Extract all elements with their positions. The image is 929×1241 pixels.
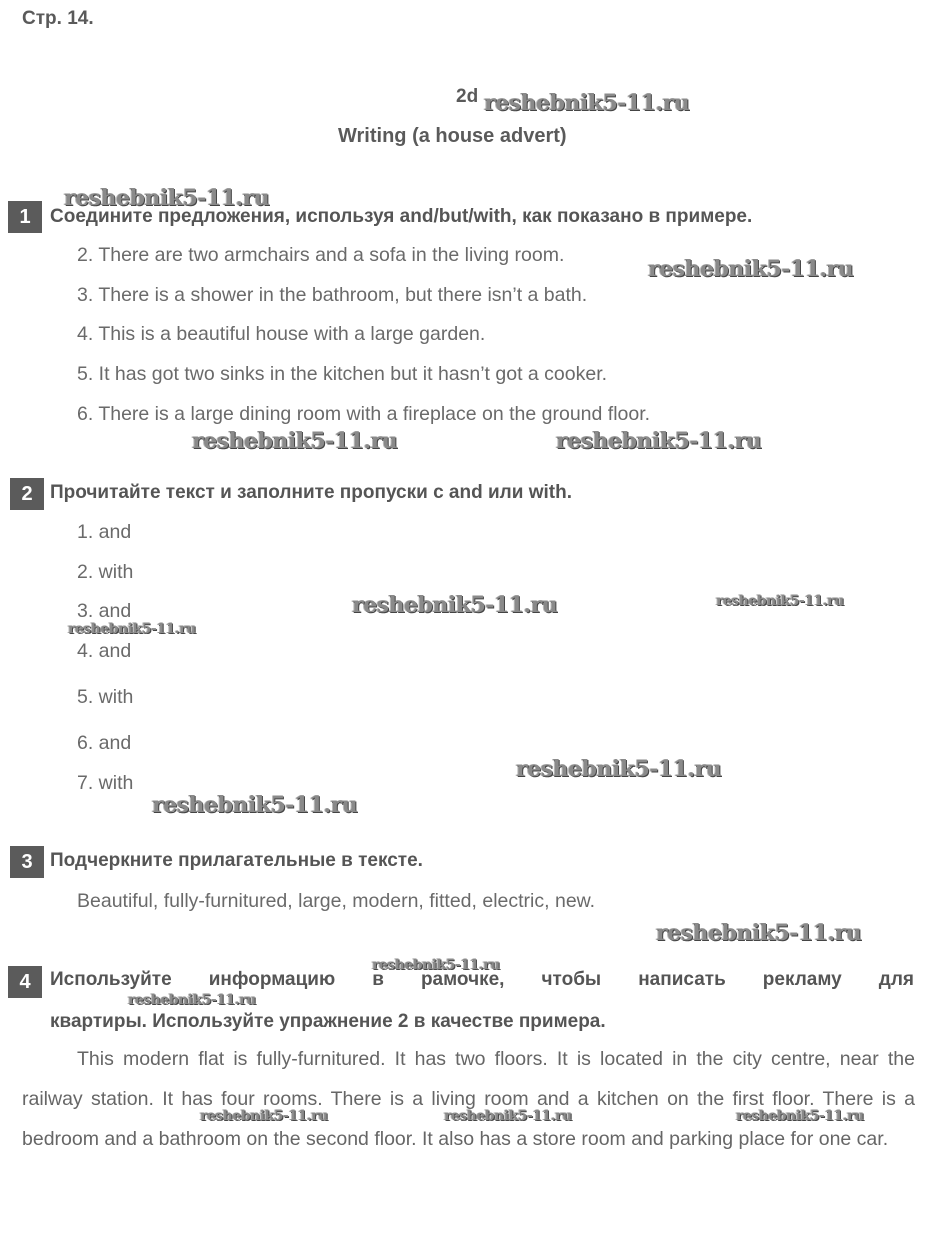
exercise-2-item: 4. and [77, 640, 132, 662]
exercise-1-item: 2. There are two armchairs and a sofa in the living room. [77, 244, 565, 266]
watermark: reshebnik5-11.ru [656, 920, 862, 946]
exercise-2-task: Прочитайте текст и заполните пропуски с and или with. [50, 482, 572, 503]
watermark: reshebnik5-11.ru [736, 1108, 864, 1124]
exercise-2-item: 5. with [77, 686, 134, 708]
exercise-4-task-line-2: квартиры. Используйте упражнение 2 в качестве примера. [50, 1011, 606, 1032]
watermark: reshebnik5-11.ru [128, 992, 256, 1008]
page-title: Writing (a house advert) [338, 125, 567, 147]
watermark: reshebnik5-11.ru [64, 185, 270, 211]
exercise-1-item: 6. There is a large dining room with a fireplace on the ground floor. [77, 403, 651, 425]
exercise-4-badge: 4 [8, 966, 42, 998]
watermark: reshebnik5-11.ru [152, 792, 358, 818]
watermark: reshebnik5-11.ru [516, 756, 722, 782]
watermark: reshebnik5-11.ru [556, 428, 762, 454]
exercise-2-item: 7. with [77, 772, 134, 794]
watermark: reshebnik5-11.ru [352, 592, 558, 618]
exercise-4-answer-paragraph: This modern flat is fully-furnitured. It has two floors. It is located in the city centre, near the railway station. It has four rooms. There is a living room and a kitchen on the first floor. There is a bedroom and a bathroom on the second floor. It also has a store room and parking place for one car. [22, 1048, 915, 1150]
exercise-3-task: Подчеркните прилагательные в тексте. [50, 850, 423, 871]
exercise-4-task-line-1: Используйте информацию в рамочке, чтобы написать рекламу для [50, 969, 914, 990]
watermark: reshebnik5-11.ru [444, 1108, 572, 1124]
exercise-1-item: 5. It has got two sinks in the kitchen but it hasn’t got a cooker. [77, 363, 608, 385]
exercise-2-item: 3. and [77, 600, 132, 622]
watermark: reshebnik5-11.ru [484, 90, 690, 116]
exercise-3-answer: Beautiful, fully-furnitured, large, modern, fitted, electric, new. [77, 890, 596, 912]
unit-label: 2d [456, 86, 479, 107]
watermark: reshebnik5-11.ru [372, 957, 500, 973]
exercise-1-badge: 1 [8, 201, 42, 233]
exercise-2-item: 1. and [77, 521, 132, 543]
watermark: reshebnik5-11.ru [648, 256, 854, 282]
watermark: reshebnik5-11.ru [192, 428, 398, 454]
exercise-1-item: 4. This is a beautiful house with a large garden. [77, 323, 486, 345]
exercise-2-badge: 2 [10, 478, 44, 510]
exercise-1-task: Соедините предложения, используя and/but/with, как показано в примере. [50, 206, 753, 227]
watermark: reshebnik5-11.ru [716, 593, 844, 609]
watermark: reshebnik5-11.ru [68, 621, 196, 637]
page-label: Стр. 14. [22, 8, 94, 29]
exercise-2-item: 2. with [77, 561, 134, 583]
watermark: reshebnik5-11.ru [200, 1108, 328, 1124]
exercise-2-item: 6. and [77, 732, 132, 754]
exercise-3-badge: 3 [10, 846, 44, 878]
exercise-1-item: 3. There is a shower in the bathroom, but there isn’t a bath. [77, 284, 588, 306]
